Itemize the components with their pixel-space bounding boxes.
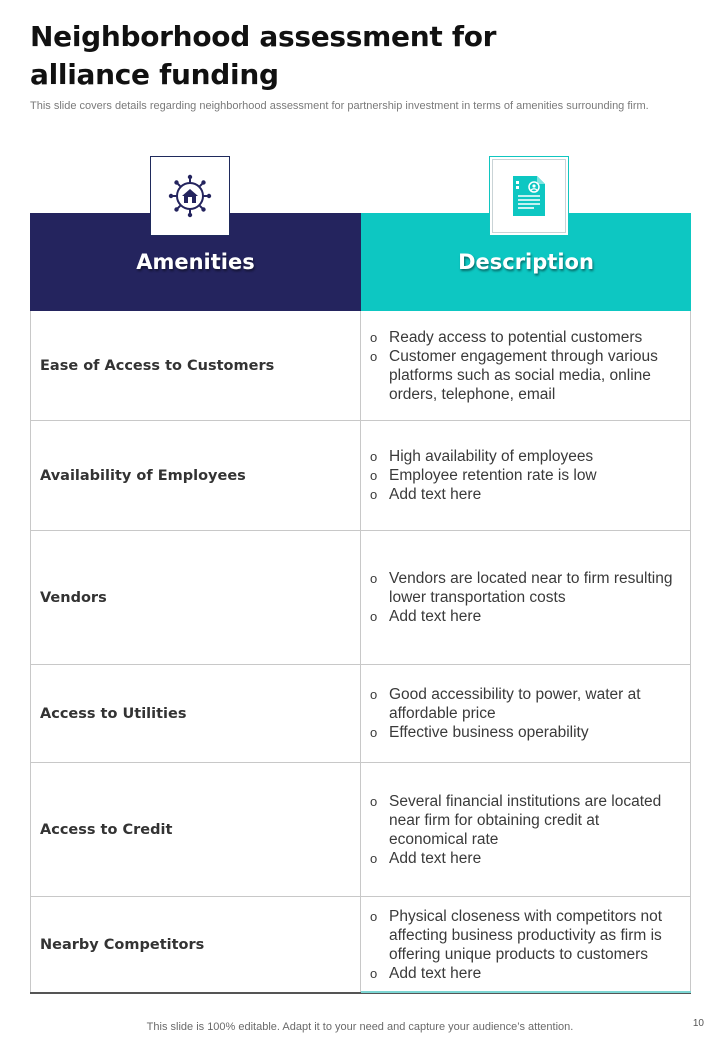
table-row xyxy=(30,664,691,762)
description-bullet: o Add text here xyxy=(370,485,597,504)
description-cell xyxy=(361,311,691,420)
resume-document-icon xyxy=(510,175,548,217)
amenities-icon-box xyxy=(150,156,230,236)
description-cell xyxy=(361,897,691,992)
description-header: Description xyxy=(361,213,691,311)
description-bullet: o Vendors are located near to firm resulting lower transportation costs xyxy=(370,569,678,607)
table-row xyxy=(30,420,691,530)
amenity-label: Nearby Competitors xyxy=(30,897,361,992)
footer-note: This slide is 100% editable. Adapt it to your need and capture your audience’s attention. xyxy=(146,1021,574,1033)
description-bullet: o Add text here xyxy=(370,607,678,626)
description-bullet: o Add text here xyxy=(370,849,678,868)
description-bullet: o Employee retention rate is low xyxy=(370,466,597,485)
description-cell xyxy=(361,763,691,896)
amenity-label: Ease of Access to Customers xyxy=(30,311,361,420)
amenity-label: Availability of Employees xyxy=(30,421,361,530)
description-bullet: o Ready access to potential customers xyxy=(370,328,678,347)
page-subtitle: This slide covers details regarding neighborhood assessment for partnership investment in terms of amenities surrounding firm. xyxy=(30,100,649,112)
description-cell xyxy=(361,665,691,762)
description-bullet: o Customer engagement through various platforms such as social media, online orders, telephone, email xyxy=(370,347,678,404)
house-network-icon xyxy=(168,174,212,218)
description-bullet: o Several financial institutions are located near firm for obtaining credit at economical rate xyxy=(370,792,678,849)
description-cell xyxy=(361,421,691,530)
table-row xyxy=(30,896,691,992)
amenities-header: Amenities xyxy=(30,213,361,311)
table-accent-rule xyxy=(361,991,691,993)
table-row xyxy=(30,530,691,664)
amenity-label: Vendors xyxy=(30,531,361,664)
description-icon-box xyxy=(489,156,569,236)
description-cell xyxy=(361,531,691,664)
description-bullet: o High availability of employees xyxy=(370,447,597,466)
description-bullet: o Physical closeness with competitors not affecting business productivity as firm is offering unique products to customers xyxy=(370,907,678,964)
table-row xyxy=(30,311,691,420)
description-bullet: o Effective business operability xyxy=(370,723,678,742)
description-bullet: o Add text here xyxy=(370,964,678,983)
table-row xyxy=(30,762,691,896)
amenity-label: Access to Utilities xyxy=(30,665,361,762)
amenity-label: Access to Credit xyxy=(30,763,361,896)
assessment-table xyxy=(30,311,691,994)
page-title: Neighborhood assessment for alliance funding xyxy=(30,20,497,91)
page-number: 10 xyxy=(692,1018,704,1029)
description-bullet: o Good accessibility to power, water at affordable price xyxy=(370,685,678,723)
